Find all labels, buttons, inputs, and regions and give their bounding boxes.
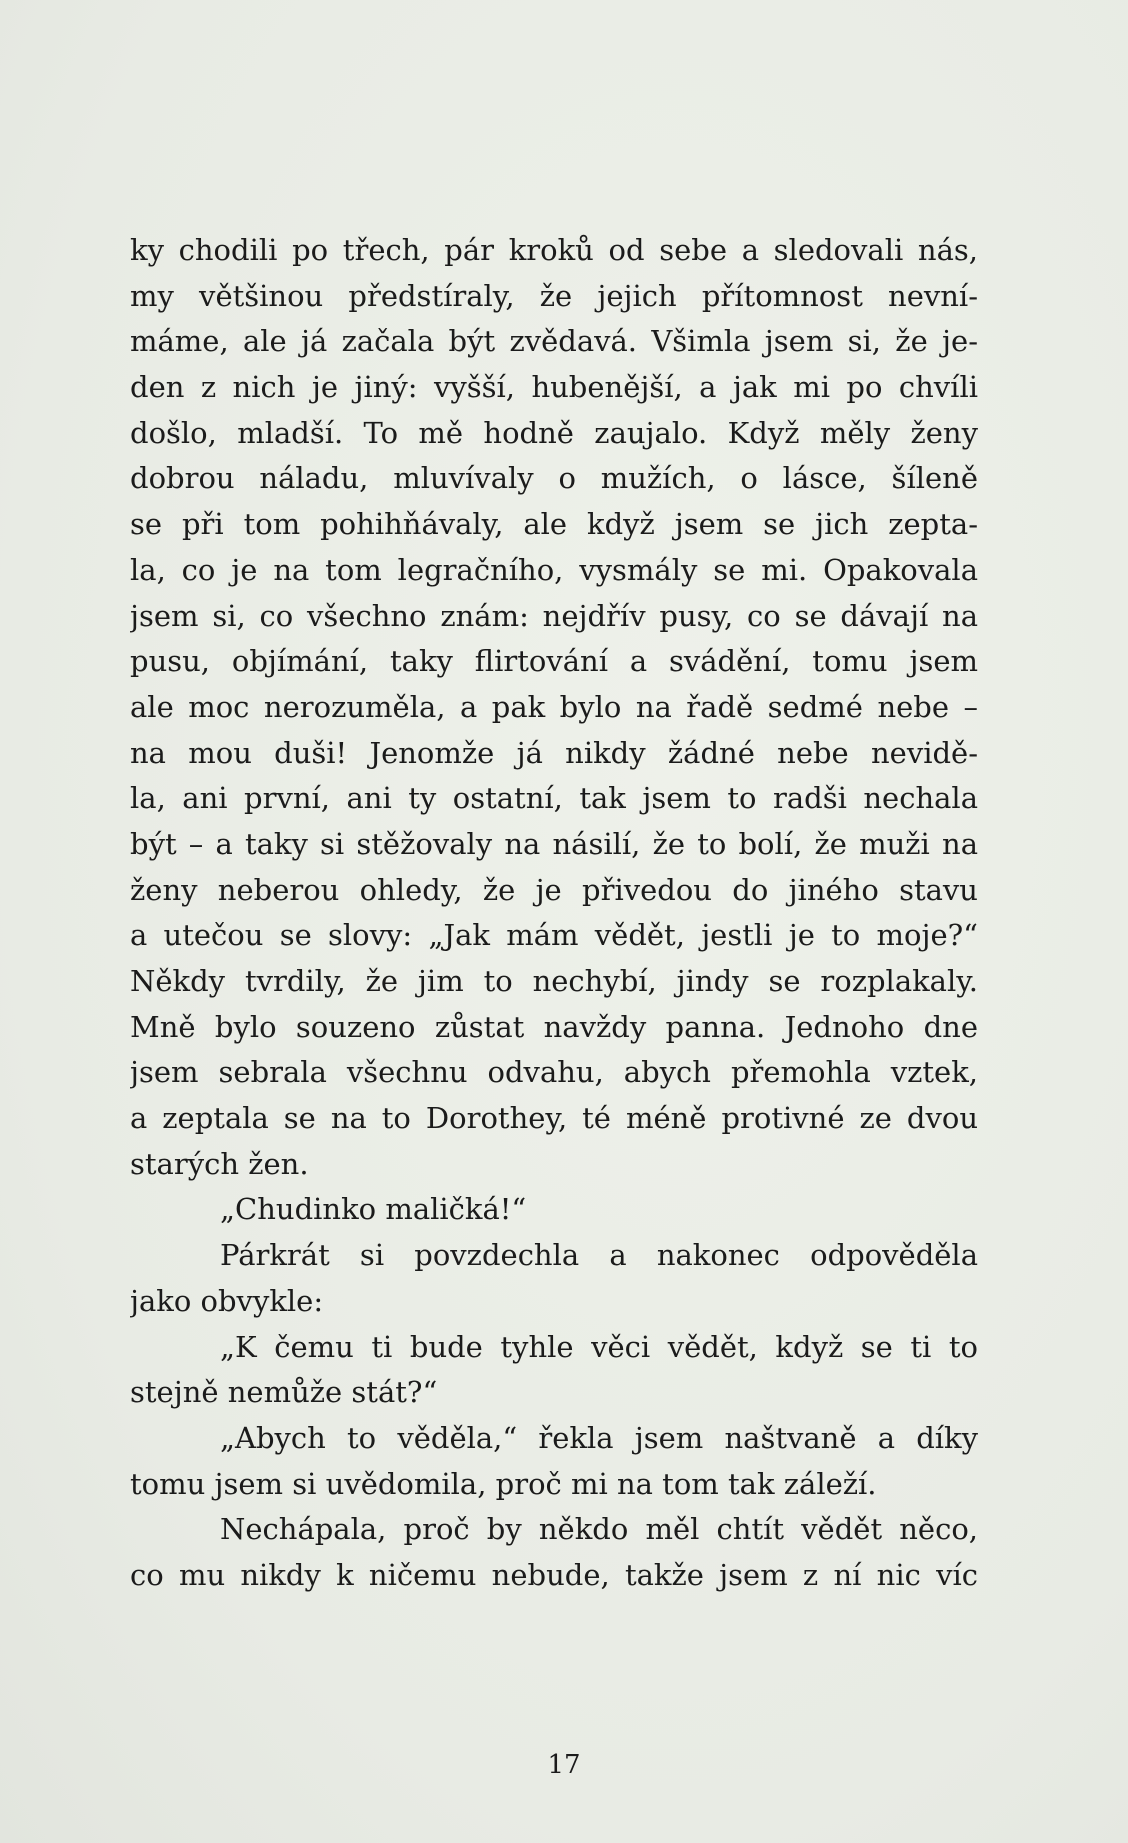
text-line: a zeptala se na to Dorothey, té méně protivné ze dvou — [130, 1101, 978, 1136]
text-line: den z nich je jiný: vyšší, hubenější, a jak mi po chvíli — [130, 370, 978, 405]
text-line: pusu, objímání, taky flirtování a svádění, tomu jsem — [130, 644, 978, 679]
text-line: a utečou se slovy: „Jak mám vědět, jestli je to moje?“ — [130, 918, 978, 953]
text-line: došlo, mladší. To mě hodně zaujalo. Když měly ženy — [130, 415, 978, 450]
text-line: stejně nemůže stát?“ — [130, 1375, 438, 1410]
text-line: být – a taky si stěžovaly na násilí, že to bolí, že muži na — [130, 826, 978, 861]
text-line: my většinou předstíraly, že jejich přítomnost nevní- — [130, 278, 978, 313]
text-line: la, ani první, ani ty ostatní, tak jsem to radši nechala — [130, 781, 978, 816]
text-line: la, co je na tom legračního, vysmály se mi. Opakovala — [130, 552, 978, 587]
text-line: co mu nikdy k ničemu nebude, takže jsem z ní nic víc — [130, 1557, 978, 1592]
text-line: ženy neberou ohledy, že je přivedou do jiného stavu — [130, 872, 978, 907]
text-line: dobrou náladu, mluvívaly o mužích, o lásce, šíleně — [130, 461, 978, 496]
text-line: jsem sebrala všechnu odvahu, abych přemohla vztek, — [130, 1055, 978, 1090]
text-line: „Chudinko maličká!“ — [220, 1192, 527, 1227]
text-line: Mně bylo souzeno zůstat navždy panna. Jednoho dne — [130, 1009, 978, 1044]
text-line: ky chodili po třech, pár kroků od sebe a sledovali nás, — [130, 233, 978, 267]
text-line: Někdy tvrdily, že jim to nechybí, jindy se rozplakaly. — [130, 964, 978, 998]
text-line: se při tom pohihňávaly, ale když jsem se jich zepta- — [130, 507, 978, 542]
page-number: 17 — [547, 1750, 581, 1780]
text-line: Nechápala, proč by někdo měl chtít vědět něco, — [220, 1512, 978, 1547]
text-line: „K čemu ti bude tyhle věci vědět, když se ti to — [220, 1329, 978, 1364]
text-line: ale moc nerozuměla, a pak bylo na řadě sedmé nebe – — [130, 689, 978, 724]
text-line: máme, ale já začala být zvědavá. Všimla jsem si, že je- — [130, 324, 978, 359]
text-line: jako obvykle: — [130, 1283, 324, 1318]
body-text — [130, 228, 978, 1599]
text-line: starých žen. — [130, 1146, 309, 1181]
text-line: jsem si, co všechno znám: nejdřív pusy, co se dávají na — [130, 598, 978, 633]
text-line: Párkrát si povzdechla a nakonec odpověděla — [220, 1238, 978, 1273]
text-line: tomu jsem si uvědomila, proč mi na tom tak záleží. — [130, 1466, 877, 1501]
text-line: „Abych to věděla,“ řekla jsem naštvaně a díky — [220, 1420, 978, 1455]
text-line: na mou duši! Jenomže já nikdy žádné nebe nevidě- — [130, 735, 978, 770]
